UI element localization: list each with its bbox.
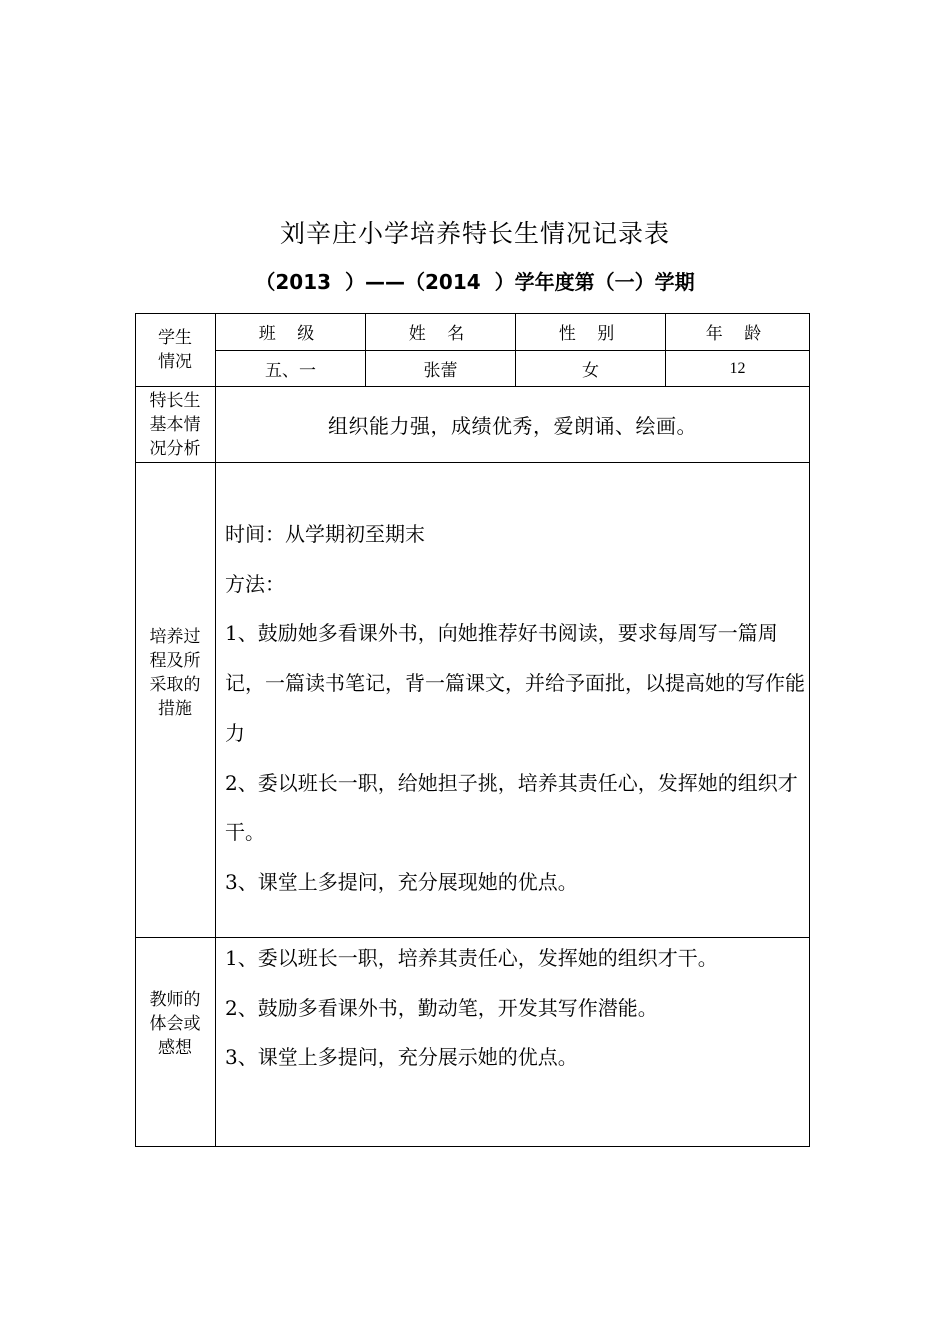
header-name: 姓 名	[408, 324, 473, 344]
reflection-item: 1、委以班长一职，培养其责任心，发挥她的组织才干。	[225, 946, 718, 970]
process-method-heading: 方法：	[225, 571, 285, 596]
value-name: 张蕾	[423, 361, 458, 381]
reflection-label: 教师的 体会或 感想	[149, 990, 201, 1058]
end-year: 2014	[425, 270, 481, 294]
student-section-label: 学生 情况	[158, 327, 192, 372]
reflection-item: 2、鼓励多看课外书，勤动笔，开发其写作潜能。	[225, 995, 658, 1020]
value-class: 五、一	[265, 361, 316, 381]
reflection-content	[225, 934, 805, 1083]
subtitle-sep-1: ）——（	[331, 270, 425, 294]
header-class: 班 级	[258, 324, 323, 344]
subtitle-sep-2: ）学年度第（	[480, 270, 615, 294]
start-year: 2013	[275, 270, 332, 294]
table-border-bottom	[135, 1146, 810, 1147]
process-label: 培养过 程及所 采取的 措施	[149, 627, 201, 719]
value-gender: 女	[582, 361, 599, 381]
record-table	[135, 313, 810, 1147]
reflection-item: 3、课堂上多提问，充分展示她的优点。	[225, 1045, 578, 1070]
process-time-line: 时间：从学期初至期末	[225, 522, 425, 546]
process-method-item: 2、委以班长一职，给她担子挑，培养其责任心，发挥她的组织才干。	[225, 770, 798, 845]
analysis-section-bottom	[135, 462, 810, 463]
header-gender: 性 别	[558, 324, 623, 344]
semester-number: 一	[614, 270, 635, 294]
table-border-right	[809, 313, 810, 1147]
subtitle-open: （	[255, 270, 276, 294]
process-method-item: 3、课堂上多提问，充分展现她的优点。	[225, 869, 578, 894]
analysis-label: 特长生 基本情 况分析	[149, 390, 201, 459]
school-year-subtitle	[0, 264, 950, 300]
subtitle-end: ）学期	[634, 270, 695, 294]
page-title: 刘辛庄小学培养特长生情况记录表	[279, 219, 670, 248]
value-age: 12	[729, 359, 746, 377]
header-age: 年 龄	[705, 324, 770, 344]
process-content	[225, 510, 805, 908]
process-method-item: 1、鼓励她多看课外书，向她推荐好书阅读，要求每周写一篇周记，一篇读书笔记，背一篇课文，并给予面批，以提高她的写作能力	[225, 621, 805, 745]
analysis-text: 组织能力强，成绩优秀，爱朗诵、绘画。	[328, 414, 697, 438]
